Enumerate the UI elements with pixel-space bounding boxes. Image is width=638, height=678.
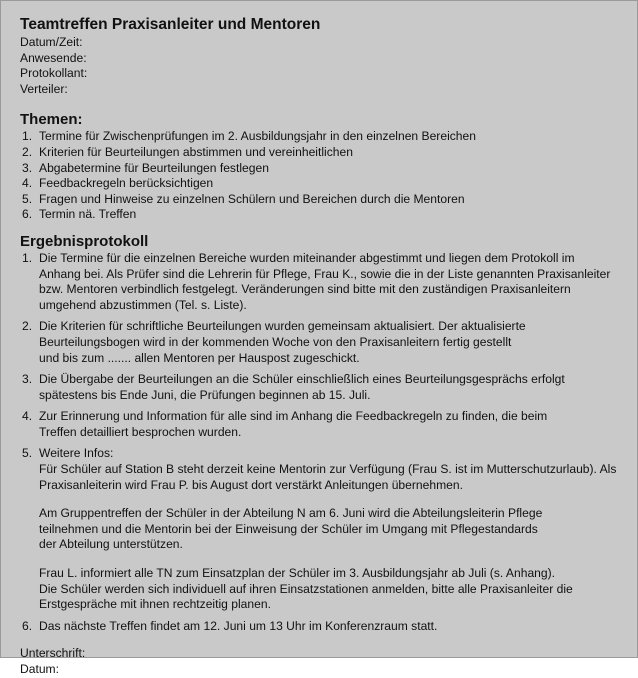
protocol-item [20,319,623,366]
protocol-paragraph [39,506,623,553]
topic-item [20,207,623,223]
protocol-line: Das nächste Treffen findet am 12. Juni um 13 Uhr im Konferenzraum statt. [39,618,438,633]
topic-number: 3. [22,160,33,175]
protocol-item [20,251,623,313]
protocol-line: spätestens bis Ende Juni, die Prüfungen beginnen ab 15. Juli. [39,387,371,402]
topic-number: 1. [22,129,33,144]
protocol-line: Praxisanleiterin wird Frau P. bis August dort verstärkt Anleitungen übernehmen. [39,477,463,492]
document-title: Teamtreffen Praxisanleiter und Mentoren [20,16,321,33]
topic-number: 4. [22,176,33,191]
protocol-line: Die Übergabe der Beurteilungen an die Schüler einschließlich eines Beurteilungsgesprächs erfolgt [39,372,565,387]
protocol-line: teilnehmen und die Mentorin bei der Einweisung der Schüler im Umgang mit Pflegestandards [39,521,538,536]
protocol-line: Die Termine für die einzelnen Bereiche wurden miteinander abgestimmt und liegen dem Protokoll im [39,250,575,265]
protocol-line: Beurteilungsbogen wird in der kommenden Woche von den Praxisanleitern fertig gestellt [39,334,512,349]
protocol-number: 4. [22,409,33,424]
topic-text: Termin nä. Treffen [39,207,137,222]
topic-number: 5. [22,191,33,206]
protocol-item [20,619,623,635]
meta-distribution: Verteiler: [20,81,68,96]
meta-attendees: Anwesende: [20,50,87,65]
protocol-line: Für Schüler auf Station B steht derzeit keine Mentorin zur Verfügung (Frau S. ist im Mutterschutzurlaub). Als [39,462,617,477]
topic-item [20,161,623,177]
meta-date-time: Datum/Zeit: [20,35,83,49]
protocol-line: Erstgespräche mit ihnen rechtzeitig planen. [39,597,271,612]
protocol-number: 6. [22,618,33,633]
protocol-item [20,446,623,612]
topic-text: Feedbackregeln berücksichtigen [39,176,214,191]
meta-block [20,35,623,97]
protocol-line: umgehend abzustimmen (Tel. s. Liste). [39,297,247,312]
protocol-number: 2. [22,319,33,334]
signature-block [20,646,623,677]
signature-date-label: Datum: [20,662,59,676]
protocol-heading: Ergebnisprotokoll [20,232,149,250]
protocol-line: der Abteilung unterstützen. [39,537,183,552]
protocol-line: Die Kriterien für schriftliche Beurteilungen wurden gemeinsam aktualisiert. Der aktualisierte [39,319,526,334]
protocol-number: 3. [22,372,33,387]
topic-number: 6. [22,207,33,222]
topic-item [20,145,623,161]
protocol-paragraph [39,566,623,613]
topic-text: Abgabetermine für Beurteilungen festlegen [39,160,269,175]
meta-recorder: Protokollant: [20,66,88,81]
protocol-line: Weitere Infos: [39,446,114,461]
protocol-line: bzw. Mentoren verbindlich festgelegt. Veränderungen sind bitte mit den zuständigen Praxisanleitern [39,282,571,297]
protocol-item [20,409,623,440]
protocol-line: Frau L. informiert alle TN zum Einsatzplan der Schüler im 3. Ausbildungsjahr ab Juli (s. Anhang). [39,566,556,581]
topic-item [20,192,623,208]
protocol-paragraph [39,446,623,493]
protocol-line: Die Schüler werden sich individuell auf ihren Einsatzstationen anmelden, bitte alle Praxisanleiter die [39,581,573,596]
protocol-number: 1. [22,250,33,265]
protocol-line: und bis zum ....... allen Mentoren per Hauspost zugeschickt. [39,350,360,365]
topics-list [20,129,623,223]
topic-item [20,129,623,145]
protocol-list [20,251,623,634]
protocol-line: Treffen detailliert besprochen wurden. [39,424,242,439]
topics-heading: Themen: [20,111,83,129]
protocol-item [20,372,623,403]
topic-text: Fragen und Hinweise zu einzelnen Schülern und Bereichen durch die Mentoren [39,191,465,206]
topic-text: Termine für Zwischenprüfungen im 2. Ausbildungsjahr in den einzelnen Bereichen [39,129,476,144]
topic-number: 2. [22,144,33,159]
topic-text: Kriterien für Beurteilungen abstimmen und vereinheitlichen [39,144,353,159]
protocol-line: Anhang bei. Als Prüfer sind die Lehrerin für Pflege, Frau K., sowie die in der Liste genannten Praxisanleiter [39,266,611,281]
topic-item [20,176,623,192]
document-content [20,15,623,678]
signature-label: Unterschrift: [20,646,86,661]
protocol-number: 5. [22,446,33,461]
protocol-line: Am Gruppentreffen der Schüler in der Abteilung N am 6. Juni wird die Abteilungsleiterin Pflege [39,506,543,521]
protocol-line: Zur Erinnerung und Information für alle sind im Anhang die Feedbackregeln zu finden, die beim [39,409,548,424]
